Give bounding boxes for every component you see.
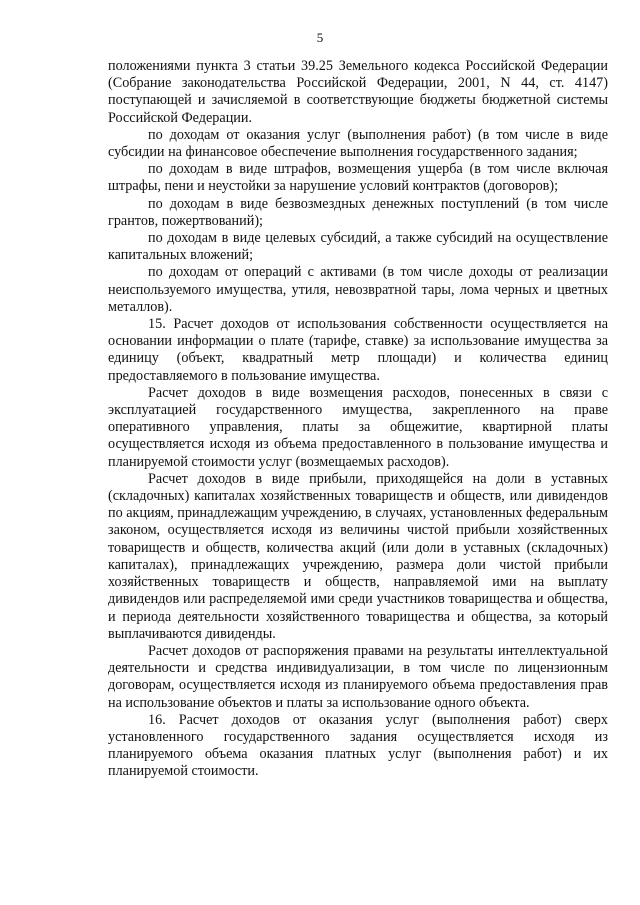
- paragraph: положениями пункта 3 статьи 39.25 Земельного кодекса Российской Федерации (Собрание законодательства Российской Федерации, 2001, N 44, ст. 4147) поступающей и зачисляемой в соответствующие бюджеты бюджетной системы Российской Федерации.: [108, 58, 608, 126]
- paragraph: Расчет доходов в виде прибыли, приходящейся на доли в уставных (складочных) капиталах хозяйственных товариществ и обществ, или дивидендов по акциям, принадлежащим учреждению, в случаях, установленных федеральным законом, осуществляется исходя из величины чистой прибыли хозяйственных товариществ и обществ, количества акций (или доли в уставных (складочных) капиталах), принадлежащих учреждению, размера доли чистой прибыли хозяйственных товариществ и обществ, направляемой ими на выплату дивидендов или распределяемой ими среди участников товарищества и общества, и периода деятельности хозяйственного товарищества и общества, за который выплачиваются дивиденды.: [108, 470, 608, 642]
- paragraph: по доходам от операций с активами (в том числе доходы от реализации неиспользуемого имущества, утиля, невозвратной тары, лома черных и цветных металлов).: [108, 264, 608, 315]
- paragraph: 16. Расчет доходов от оказания услуг (выполнения работ) сверх установленного государственного задания осуществляется исходя из планируемого объема оказания платных услуг (выполнения работ) и их планируемой стоимости.: [108, 711, 608, 780]
- paragraph: Расчет доходов от распоряжения правами на результаты интеллектуальной деятельности и средства индивидуализации, в том числе по лицензионным договорам, осуществляется исходя из планируемого объема предоставления прав на использование объектов и платы за использование одного объекта.: [108, 642, 608, 711]
- paragraph: 15. Расчет доходов от использования собственности осуществляется на основании информации о плате (тарифе, ставке) за использование имущества за единицу (объект, квадратный метр площади) и количества единиц предоставляемого в пользование имущества.: [108, 316, 608, 384]
- paragraph: по доходам в виде штрафов, возмещения ущерба (в том числе включая штрафы, пени и неустойки за нарушение условий контрактов (договоров);: [108, 161, 608, 195]
- page-number: 5: [316, 30, 324, 45]
- paragraph: по доходам в виде безвозмездных денежных поступлений (в том числе грантов, пожертвований);: [108, 195, 608, 229]
- paragraph: Расчет доходов в виде возмещения расходов, понесенных в связи с эксплуатацией государственного имущества, закрепленного на праве оперативного управления, платы за общежитие, квартирной платы осуществляется исходя из объема предоставленного в пользование имущества и планируемой стоимости услуг (возмещаемых расходов).: [108, 384, 608, 470]
- paragraph: по доходам в виде целевых субсидий, а также субсидий на осуществление капитальных вложений;: [108, 230, 608, 264]
- document-body: [108, 58, 608, 781]
- paragraph: по доходам от оказания услуг (выполнения работ) (в том числе в виде субсидии на финансовое обеспечение выполнения государственного задания;: [108, 126, 608, 161]
